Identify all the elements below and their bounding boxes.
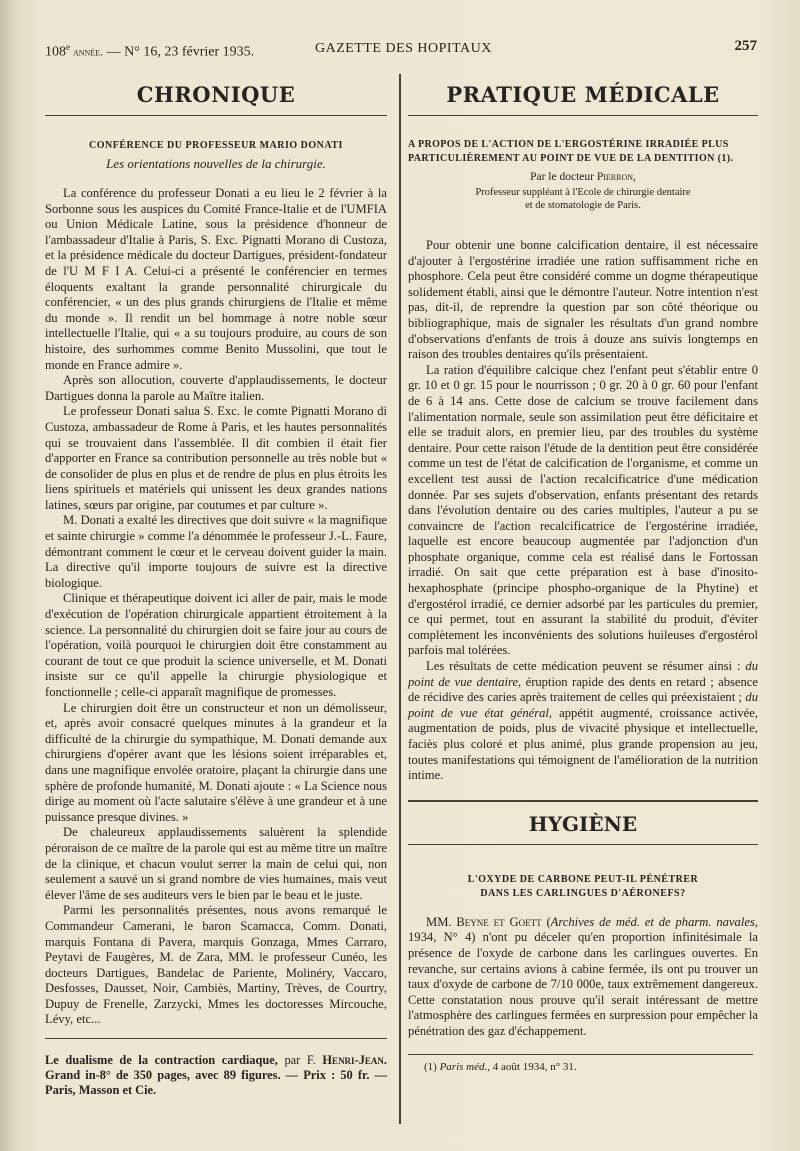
paragraph: De chaleureux applaudissements saluèrent la splendide péroraison de ce maître de la parole qui est au même titre un maître de la clinique, et chacun voulut serrer la main de celui qui, non seulement a sauvé un si grand nombre de vies humaines, mais veut élever l'âme de ses auditeurs vers le bien par le beau et le juste. bbox=[45, 825, 387, 902]
journal-name: GAZETTE DES HOPITAUX bbox=[315, 41, 492, 56]
column-divider bbox=[399, 74, 401, 1124]
issue-word: année. bbox=[70, 44, 104, 59]
issue-number: 108 bbox=[45, 44, 66, 60]
book-details: Grand in-8° de 350 pages, avec 89 figures. — Prix : 50 fr. — Paris, Masson et Cie. bbox=[45, 1068, 387, 1098]
affiliation-line: et de stomatologie de Paris. bbox=[525, 200, 641, 211]
affiliation bbox=[408, 186, 758, 212]
page-number: 257 bbox=[734, 38, 757, 54]
article-title: CONFÉRENCE DU PROFESSEUR MARIO DONATI bbox=[89, 140, 343, 151]
paragraph: M. Donati a exalté les directives que doit suivre « la magnifique et sainte chirurgie » comme l'a dénommée le professeur J.-L. Faure, démontrant comment le cœur et le cerveau doivent guider la main. La directive qu'il importe toujours de suivre est la directive biologique. bbox=[45, 513, 387, 590]
issue-info bbox=[45, 42, 254, 61]
paragraph: Clinique et thérapeutique doivent ici aller de pair, mais le mode d'exécution de l'opération chirurgicale appartient étroitement à la science. La personnalité du chirurgien doit se faire jour au cours de l'opération, voilà pourquoi le chirurgien doit être constamment au courant de tout ce que produit la science universelle, et M. Donati insiste sur ce qu'il appelle la chirurgie physiologique et fonctionnelle ; celle-ci apparaît magnifique de promesses. bbox=[45, 591, 387, 699]
section-title-chronique: CHRONIQUE bbox=[45, 76, 387, 116]
footnote bbox=[408, 1061, 758, 1073]
affiliation-line: Professeur suppléant à l'Ecole de chirurgie dentaire bbox=[475, 187, 691, 198]
footnote-rule bbox=[408, 1054, 753, 1055]
article-title: A PROPOS DE L'ACTION DE L'ERGOSTÉRINE IRRADIÉE PLUS PARTICULIÈREMENT AU POINT DE VUE DE LA DENTITION (1). bbox=[408, 139, 734, 164]
author-name: Pierron, bbox=[596, 171, 636, 183]
paragraph: Après son allocution, couverte d'applaudissements, le docteur Dartigues donna la parole au Maître italien. bbox=[45, 373, 387, 403]
author-names: Beyne et Goett bbox=[456, 914, 542, 929]
separator-rule bbox=[45, 1038, 387, 1039]
running-head bbox=[45, 38, 757, 60]
issue-sup: e bbox=[66, 42, 70, 52]
author-prefix: Par le docteur bbox=[530, 171, 597, 183]
text-run: MM. bbox=[426, 914, 457, 929]
paragraph: Le chirurgien doit être un constructeur et non un démolisseur, et, après avoir consacré quelques minutes à la grandeur et la difficulté de la chirurgie du sympathique, M. Donati demande aux chirurgiens d'opérer avant que les lésions soient irréparables et, dans une magnifique envolée oratoire, plaçant la chirurgie dans une sphère de profonde humanité, M. Donati ajoute : « La Science nous dirige au moment où l'acte salutaire s'élève à une grandeur et à une puissance presque divines. » bbox=[45, 700, 387, 824]
text-run: , appétit augmenté, croissance activée, augmentation de poids, plus de vivacité physique et intellectuelle, faciès plus coloré et plus animé, plus grande propension au jeu, toutes manifestations qui témoignent de l'amélioration de la nutrition intime. bbox=[408, 705, 758, 783]
text-run: du point de vue dentaire bbox=[408, 659, 758, 689]
paragraph: La ration d'équilibre calcique chez l'enfant peut s'établir entre 0 gr. 10 et 0 gr. 15 pour le nourrisson ; 0 gr. 20 à 0 gr. 60 pour l'enfant de 6 à 14 ans. Cette dose de calcium se trouve facilement dans l'alimentation normale, seule son assimilation peut être déficitaire et elle se traduit alors, en premier lieu, par des troubles du système dentaire. Pour cette raison l'étude de la dentition peut être considérée comme un test de l'état de calcification de l'organisme, et comme un excellent test aussi de l'action recalcificatrice d'une médication donnée. Par ses sujets d'observation, enfants présentant des retards dans l'évolution dentaire ou des caries multiples, l'auteur a pu se convaincre de l'action recalcificatrice de l'ergostérine irradiée, laquelle est encore beaucoup augmentée par l'adjonction d'un phosphate organique, comme cela est réalisé dans le Fortossan irradié. On sait que cette préparation est à base d'inosito-hexaphosphate (principe phospho-organique de la Phytine) et d'ergostérol irradié, ce dernier adsorbé par les particules du premier, ce qui permet, tout en assurant la stabilité du produit, d'éviter complètement les inconvénients des solutions huileuses d'ergostérol parfois mal tolérées. bbox=[408, 362, 758, 658]
book-author: Henri-Jean. bbox=[322, 1053, 387, 1068]
article-heading bbox=[45, 140, 387, 172]
text-run: Les résultats de cette médication peuvent se résumer ainsi : bbox=[426, 659, 746, 674]
right-column bbox=[408, 76, 758, 1073]
article-author bbox=[408, 171, 758, 183]
paragraph: Parmi les personnalités présentes, nous avons remarqué le Commandeur Camerani, le baron Scamacca, Comm. Donati, marquis Fontana di Pavera, marquis Gonzaga, Mmes Carraro, Peytavi de Faugères, M. de Zara, MM. le professeur Cunéo, les docteurs Dartigues, Bandelac de Pariente, Molinéry, Vaccaro, Desfosses, Dausset, Noir, Cambiès, Martiny, Trèves, de Courtry, Dupuy de Frenelle, Zarzycki, Mmes les doctoresses Mircouche, Lévy, etc... bbox=[45, 903, 387, 1027]
number-date: — N° 16, 23 février 1935. bbox=[103, 44, 255, 60]
text-run: (1) bbox=[424, 1060, 440, 1073]
paragraph bbox=[408, 659, 758, 784]
section-title-hygiene: HYGIÈNE bbox=[408, 800, 758, 845]
text-run: du point de vue état général bbox=[408, 690, 758, 720]
paragraph: Le professeur Donati salua S. Exc. le comte Pignatti Morano di Custoza, ambassadeur de Rome à Paris, et les hautes personnalités qui se trouvaient dans l'assemblée. Il dit combien il était fier d'apporter en France sa contribution personnelle au très noble but « de consolider de plus en plus et de rendre de plus en plus étroits les liens spirituels et matériels qui unissent les deux grandes nations latines, sœurs par origine, par coutumes et par culture ». bbox=[45, 404, 387, 512]
title-line: DANS LES CARLINGUES D'AÉRONEFS? bbox=[480, 887, 686, 899]
text-run: , 4 août 1934, n° 31. bbox=[487, 1060, 577, 1073]
book-title: Le dualisme de la contraction cardiaque, bbox=[45, 1053, 278, 1068]
section-title-pratique: PRATIQUE MÉDICALE bbox=[408, 76, 758, 116]
book-notice bbox=[45, 1053, 387, 1098]
paragraph: Pour obtenir une bonne calcification dentaire, il est nécessaire d'ajouter à l'ergostérine irradiée une ration suffisamment riche en phosphore. Cela peut être considéré comme un dogme thérapeutique solidement établi, ainsi que le démontre l'auteur. Notre intention n'est pas, dit-il, de reprendre la question par son côté théorique ou bibliographique, mais de signaler les résultats d'un grand nombre d'observations d'enfants de trois à douze ans suivis longtemps en raison des troubles dentaires qu'ils présentaient. bbox=[408, 238, 758, 362]
source-title: Archives de méd. et de pharm. navales bbox=[550, 914, 755, 929]
text-run: Paris méd. bbox=[439, 1060, 488, 1073]
paragraph: La conférence du professeur Donati a eu lieu le 2 février à la Sorbonne sous les auspices du Comité France-Italie et de l'UMFIA ou Union Médicale Latine, sous la présidence d'honneur de l'ambassadeur d'Italie à Paris, S. Exc. Pignatti Morano di Custoza, et la présidence médicale du docteur Dartigues, président-fondateur de l'U M F I A. Celui-ci a présenté le conférencier en termes éloquents exaltant la grande personnalité chirurgicale du conférencier, « un des plus grands chirurgiens de l'Italie et même du monde ». Il rendit un bel hommage à notre noble sœur intellectuelle l'Italie, qui « a su toujours produire, au cours de son histoire, des surhommes comme Benito Mussolini, que tout le monde en France admire ». bbox=[45, 186, 387, 372]
article-title bbox=[408, 873, 758, 901]
text-run: , éruption rapide des dents en retard ; absence de récidive des caries après traitement de celles qui préexistaient ; bbox=[408, 674, 758, 705]
title-line: L'OXYDE DE CARBONE PEUT-IL PÉNÉTRER bbox=[467, 873, 699, 885]
article-subtitle: Les orientations nouvelles de la chirurgie. bbox=[106, 156, 326, 171]
left-column bbox=[45, 76, 387, 1098]
text-run: , 1934, N° 4) n'ont pu déceler qu'en proportion infinitésimale la présence de l'oxyde de carbone dans les carlingues ouvertes. En revanche, sur certains avions à cabine fermée, ils ont pu trouver un taux d'oxyde de carbone de 7/10 000e, taux extrêmement dangereux. Cette constatation nous prouve qu'il serait intéressant de mettre l'atmosphère des carlingues fermées en surpression pour empêcher la pénétration des gaz d'échappement. bbox=[408, 914, 758, 1038]
text-run: ( bbox=[541, 914, 551, 929]
book-by: par F. bbox=[277, 1053, 323, 1068]
paragraph bbox=[408, 915, 758, 1040]
